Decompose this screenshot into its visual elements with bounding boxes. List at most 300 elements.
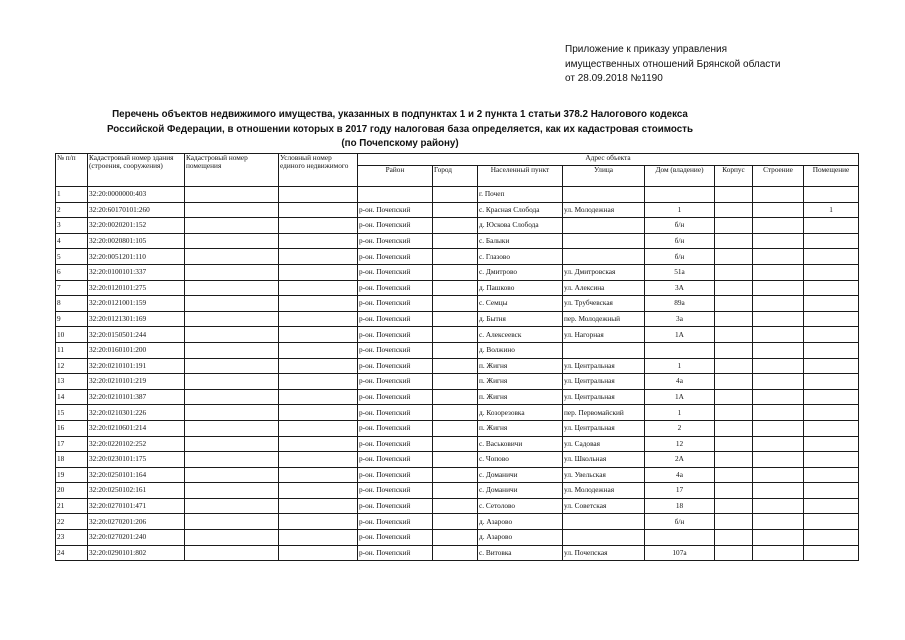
cell-structure bbox=[753, 358, 804, 374]
cell-building-cadastral: 32:20:0020201:152 bbox=[88, 218, 185, 234]
cell-street: ул. Почепская bbox=[563, 545, 645, 561]
cell-premises-cadastral bbox=[185, 249, 279, 265]
cell-city bbox=[433, 374, 478, 390]
cell-house: 1 bbox=[645, 358, 715, 374]
cell-num: 4 bbox=[56, 233, 88, 249]
cell-street bbox=[563, 218, 645, 234]
table-row bbox=[56, 405, 859, 421]
cell-city bbox=[433, 280, 478, 296]
cell-room bbox=[804, 280, 859, 296]
cell-premises-cadastral bbox=[185, 530, 279, 546]
cell-street: пер. Первомайский bbox=[563, 405, 645, 421]
cell-building bbox=[715, 498, 753, 514]
table-row bbox=[56, 249, 859, 265]
table-row bbox=[56, 187, 859, 203]
cell-district: р-он. Почепский bbox=[358, 514, 433, 530]
cell-num: 17 bbox=[56, 436, 88, 452]
cell-room bbox=[804, 264, 859, 280]
cell-settlement: с. Дмитрово bbox=[478, 264, 563, 280]
cell-structure bbox=[753, 420, 804, 436]
cell-settlement: д. Пашково bbox=[478, 280, 563, 296]
cell-premises-cadastral bbox=[185, 280, 279, 296]
cell-room bbox=[804, 249, 859, 265]
cell-building bbox=[715, 202, 753, 218]
cell-building bbox=[715, 342, 753, 358]
cell-num: 5 bbox=[56, 249, 88, 265]
cell-building-cadastral: 32:20:0290101:802 bbox=[88, 545, 185, 561]
cell-building bbox=[715, 420, 753, 436]
cell-premises-cadastral bbox=[185, 452, 279, 468]
cell-city bbox=[433, 530, 478, 546]
cell-district: р-он. Почепский bbox=[358, 218, 433, 234]
cell-structure bbox=[753, 498, 804, 514]
header-house: Дом (владение) bbox=[645, 166, 715, 187]
cell-room bbox=[804, 327, 859, 343]
cell-district: р-он. Почепский bbox=[358, 467, 433, 483]
cell-num: 19 bbox=[56, 467, 88, 483]
cell-settlement: д. Юскова Слобода bbox=[478, 218, 563, 234]
cell-num: 18 bbox=[56, 452, 88, 468]
cell-room bbox=[804, 514, 859, 530]
cell-building bbox=[715, 389, 753, 405]
cell-conditional-number bbox=[279, 249, 358, 265]
cell-structure bbox=[753, 530, 804, 546]
cell-room bbox=[804, 374, 859, 390]
cell-street bbox=[563, 530, 645, 546]
cell-conditional-number bbox=[279, 202, 358, 218]
cell-building bbox=[715, 436, 753, 452]
cell-building bbox=[715, 264, 753, 280]
cell-building bbox=[715, 374, 753, 390]
cell-settlement: д. Козорезовка bbox=[478, 405, 563, 421]
cell-district bbox=[358, 187, 433, 203]
cell-building-cadastral: 32:20:0270101:471 bbox=[88, 498, 185, 514]
cell-house bbox=[645, 342, 715, 358]
cell-conditional-number bbox=[279, 467, 358, 483]
cell-city bbox=[433, 264, 478, 280]
cell-building-cadastral: 32:20:0020801:105 bbox=[88, 233, 185, 249]
cell-building-cadastral: 32:20:0100101:337 bbox=[88, 264, 185, 280]
title-line-1: Перечень объектов недвижимого имущества, указанных в подпунктах 1 и 2 пункта 1 статьи 378.2 Налогового кодекса bbox=[112, 109, 688, 120]
cell-num: 22 bbox=[56, 514, 88, 530]
cell-premises-cadastral bbox=[185, 233, 279, 249]
property-table bbox=[55, 153, 859, 561]
cell-room bbox=[804, 405, 859, 421]
cell-num: 8 bbox=[56, 296, 88, 312]
cell-premises-cadastral bbox=[185, 436, 279, 452]
table-row bbox=[56, 311, 859, 327]
table-row bbox=[56, 514, 859, 530]
appendix-line-2: имущественных отношений Брянской области bbox=[565, 58, 781, 70]
cell-premises-cadastral bbox=[185, 483, 279, 499]
cell-conditional-number bbox=[279, 420, 358, 436]
cell-conditional-number bbox=[279, 389, 358, 405]
cell-conditional-number bbox=[279, 218, 358, 234]
cell-building bbox=[715, 467, 753, 483]
cell-room: 1 bbox=[804, 202, 859, 218]
cell-premises-cadastral bbox=[185, 311, 279, 327]
cell-settlement: п. Жигня bbox=[478, 358, 563, 374]
cell-street: ул. Центральная bbox=[563, 389, 645, 405]
cell-premises-cadastral bbox=[185, 358, 279, 374]
cell-building-cadastral: 32:20:0121001:159 bbox=[88, 296, 185, 312]
cell-num: 2 bbox=[56, 202, 88, 218]
cell-city bbox=[433, 483, 478, 499]
cell-structure bbox=[753, 342, 804, 358]
cell-structure bbox=[753, 233, 804, 249]
header-district: Район bbox=[358, 166, 433, 187]
cell-settlement: с. Витовка bbox=[478, 545, 563, 561]
cell-city bbox=[433, 311, 478, 327]
cell-district: р-он. Почепский bbox=[358, 202, 433, 218]
table-row bbox=[56, 374, 859, 390]
cell-district: р-он. Почепский bbox=[358, 264, 433, 280]
cell-house: 3а bbox=[645, 311, 715, 327]
appendix-header bbox=[565, 43, 885, 87]
cell-district: р-он. Почепский bbox=[358, 342, 433, 358]
table-row bbox=[56, 264, 859, 280]
cell-num: 23 bbox=[56, 530, 88, 546]
cell-settlement: с. Васьковичи bbox=[478, 436, 563, 452]
cell-settlement: с. Доманичи bbox=[478, 467, 563, 483]
cell-house: 51а bbox=[645, 264, 715, 280]
cell-building-cadastral: 32:20:0000000:403 bbox=[88, 187, 185, 203]
cell-structure bbox=[753, 374, 804, 390]
title-line-2: Российской Федерации, в отношении которых в 2017 году налоговая база определяется, как их кадастровая стоимость bbox=[107, 123, 693, 135]
cell-house: 1А bbox=[645, 327, 715, 343]
cell-street: ул. Центральная bbox=[563, 420, 645, 436]
header-settlement: Населенный пункт bbox=[478, 166, 563, 187]
cell-conditional-number bbox=[279, 498, 358, 514]
cell-structure bbox=[753, 280, 804, 296]
header-conditional-number: Условный номер единого недвижимого bbox=[279, 154, 358, 187]
cell-structure bbox=[753, 545, 804, 561]
cell-city bbox=[433, 342, 478, 358]
cell-num: 15 bbox=[56, 405, 88, 421]
cell-room bbox=[804, 187, 859, 203]
cell-house: 1 bbox=[645, 202, 715, 218]
cell-building bbox=[715, 311, 753, 327]
cell-district: р-он. Почепский bbox=[358, 296, 433, 312]
cell-premises-cadastral bbox=[185, 420, 279, 436]
cell-building bbox=[715, 530, 753, 546]
cell-structure bbox=[753, 249, 804, 265]
cell-structure bbox=[753, 514, 804, 530]
cell-building-cadastral: 32:20:0210101:387 bbox=[88, 389, 185, 405]
appendix-line-3: от 28.09.2018 №1190 bbox=[565, 73, 663, 84]
cell-conditional-number bbox=[279, 264, 358, 280]
cell-house: б/н bbox=[645, 218, 715, 234]
table-row bbox=[56, 530, 859, 546]
cell-building-cadastral: 32:20:0210301:226 bbox=[88, 405, 185, 421]
cell-house: 2 bbox=[645, 420, 715, 436]
cell-city bbox=[433, 467, 478, 483]
cell-settlement: п. Жигня bbox=[478, 389, 563, 405]
cell-building bbox=[715, 233, 753, 249]
cell-street: ул. Центральная bbox=[563, 358, 645, 374]
cell-city bbox=[433, 389, 478, 405]
cell-city bbox=[433, 358, 478, 374]
cell-settlement: п. Жигня bbox=[478, 374, 563, 390]
table-row bbox=[56, 327, 859, 343]
cell-city bbox=[433, 405, 478, 421]
cell-settlement: с. Доманичи bbox=[478, 483, 563, 499]
cell-building bbox=[715, 280, 753, 296]
cell-building bbox=[715, 358, 753, 374]
header-num: № п/п bbox=[56, 154, 88, 187]
cell-street bbox=[563, 233, 645, 249]
cell-settlement: г. Почеп bbox=[478, 187, 563, 203]
cell-settlement: с. Семцы bbox=[478, 296, 563, 312]
cell-conditional-number bbox=[279, 280, 358, 296]
cell-num: 10 bbox=[56, 327, 88, 343]
table-row bbox=[56, 452, 859, 468]
table-row bbox=[56, 296, 859, 312]
cell-city bbox=[433, 420, 478, 436]
cell-district: р-он. Почепский bbox=[358, 452, 433, 468]
cell-conditional-number bbox=[279, 405, 358, 421]
header-building: Корпус bbox=[715, 166, 753, 187]
cell-house: 3А bbox=[645, 280, 715, 296]
cell-structure bbox=[753, 202, 804, 218]
cell-room bbox=[804, 545, 859, 561]
cell-city bbox=[433, 436, 478, 452]
cell-street bbox=[563, 514, 645, 530]
header-city: Город bbox=[433, 166, 478, 187]
cell-premises-cadastral bbox=[185, 327, 279, 343]
cell-street: ул. Молодежная bbox=[563, 202, 645, 218]
title-line-3: (по Почепскому району) bbox=[341, 138, 459, 149]
cell-structure bbox=[753, 218, 804, 234]
cell-building-cadastral: 32:20:0220102:252 bbox=[88, 436, 185, 452]
cell-building-cadastral: 32:20:0120101:275 bbox=[88, 280, 185, 296]
cell-room bbox=[804, 342, 859, 358]
cell-building-cadastral: 32:20:0160101:200 bbox=[88, 342, 185, 358]
cell-street bbox=[563, 187, 645, 203]
table-row bbox=[56, 498, 859, 514]
cell-settlement: с. Чопово bbox=[478, 452, 563, 468]
cell-structure bbox=[753, 311, 804, 327]
cell-premises-cadastral bbox=[185, 296, 279, 312]
table-row bbox=[56, 358, 859, 374]
table-row bbox=[56, 420, 859, 436]
cell-room bbox=[804, 311, 859, 327]
cell-district: р-он. Почепский bbox=[358, 311, 433, 327]
cell-conditional-number bbox=[279, 374, 358, 390]
cell-building-cadastral: 32:20:0150501:244 bbox=[88, 327, 185, 343]
cell-conditional-number bbox=[279, 311, 358, 327]
cell-conditional-number bbox=[279, 296, 358, 312]
cell-city bbox=[433, 327, 478, 343]
cell-house: б/н bbox=[645, 514, 715, 530]
cell-street: пер. Молодежный bbox=[563, 311, 645, 327]
cell-street: ул. Алексина bbox=[563, 280, 645, 296]
cell-district: р-он. Почепский bbox=[358, 233, 433, 249]
table-row bbox=[56, 545, 859, 561]
cell-house: 107а bbox=[645, 545, 715, 561]
cell-structure bbox=[753, 483, 804, 499]
cell-house: 1А bbox=[645, 389, 715, 405]
cell-street: ул. Увельская bbox=[563, 467, 645, 483]
cell-settlement: с. Алексеевск bbox=[478, 327, 563, 343]
table-body bbox=[56, 187, 859, 561]
document-title bbox=[60, 108, 740, 152]
cell-city bbox=[433, 218, 478, 234]
cell-num: 6 bbox=[56, 264, 88, 280]
cell-city bbox=[433, 545, 478, 561]
cell-street: ул. Молодежная bbox=[563, 483, 645, 499]
cell-house bbox=[645, 530, 715, 546]
cell-building-cadastral: 32:20:0210101:191 bbox=[88, 358, 185, 374]
table-row bbox=[56, 389, 859, 405]
cell-building-cadastral: 32:20:0210601:214 bbox=[88, 420, 185, 436]
cell-building bbox=[715, 296, 753, 312]
cell-city bbox=[433, 498, 478, 514]
cell-room bbox=[804, 296, 859, 312]
cell-structure bbox=[753, 327, 804, 343]
cell-conditional-number bbox=[279, 233, 358, 249]
cell-num: 3 bbox=[56, 218, 88, 234]
cell-house: 89а bbox=[645, 296, 715, 312]
cell-building-cadastral: 32:20:0270201:206 bbox=[88, 514, 185, 530]
cell-premises-cadastral bbox=[185, 405, 279, 421]
cell-building-cadastral: 32:20:0230101:175 bbox=[88, 452, 185, 468]
cell-district: р-он. Почепский bbox=[358, 249, 433, 265]
cell-city bbox=[433, 296, 478, 312]
cell-building-cadastral: 32:20:0250101:164 bbox=[88, 467, 185, 483]
cell-room bbox=[804, 218, 859, 234]
cell-conditional-number bbox=[279, 187, 358, 203]
table-row bbox=[56, 342, 859, 358]
cell-house: б/н bbox=[645, 233, 715, 249]
cell-structure bbox=[753, 405, 804, 421]
header-building-cadastral: Кадастровый номер здания (строения, сооружения) bbox=[88, 154, 185, 187]
cell-premises-cadastral bbox=[185, 374, 279, 390]
cell-conditional-number bbox=[279, 342, 358, 358]
cell-structure bbox=[753, 187, 804, 203]
cell-house: 1 bbox=[645, 405, 715, 421]
cell-conditional-number bbox=[279, 358, 358, 374]
cell-conditional-number bbox=[279, 545, 358, 561]
cell-structure bbox=[753, 452, 804, 468]
cell-num: 7 bbox=[56, 280, 88, 296]
cell-num: 24 bbox=[56, 545, 88, 561]
cell-premises-cadastral bbox=[185, 514, 279, 530]
cell-district: р-он. Почепский bbox=[358, 374, 433, 390]
cell-room bbox=[804, 420, 859, 436]
cell-structure bbox=[753, 296, 804, 312]
cell-premises-cadastral bbox=[185, 389, 279, 405]
cell-building bbox=[715, 483, 753, 499]
table-row bbox=[56, 483, 859, 499]
cell-city bbox=[433, 514, 478, 530]
cell-premises-cadastral bbox=[185, 264, 279, 280]
cell-num: 9 bbox=[56, 311, 88, 327]
cell-settlement: с. Красная Слобода bbox=[478, 202, 563, 218]
cell-district: р-он. Почепский bbox=[358, 436, 433, 452]
cell-num: 1 bbox=[56, 187, 88, 203]
cell-room bbox=[804, 452, 859, 468]
cell-conditional-number bbox=[279, 483, 358, 499]
cell-district: р-он. Почепский bbox=[358, 483, 433, 499]
cell-district: р-он. Почепский bbox=[358, 530, 433, 546]
cell-room bbox=[804, 436, 859, 452]
cell-settlement: с. Балыки bbox=[478, 233, 563, 249]
cell-street: ул. Центральная bbox=[563, 374, 645, 390]
cell-conditional-number bbox=[279, 436, 358, 452]
cell-district: р-он. Почепский bbox=[358, 545, 433, 561]
cell-premises-cadastral bbox=[185, 202, 279, 218]
cell-num: 14 bbox=[56, 389, 88, 405]
cell-city bbox=[433, 249, 478, 265]
cell-settlement: д. Азарово bbox=[478, 530, 563, 546]
cell-premises-cadastral bbox=[185, 187, 279, 203]
cell-district: р-он. Почепский bbox=[358, 405, 433, 421]
cell-street: ул. Школьная bbox=[563, 452, 645, 468]
table-row bbox=[56, 436, 859, 452]
cell-street: ул. Садовая bbox=[563, 436, 645, 452]
cell-conditional-number bbox=[279, 452, 358, 468]
cell-street: ул. Дмитровская bbox=[563, 264, 645, 280]
cell-conditional-number bbox=[279, 514, 358, 530]
cell-city bbox=[433, 452, 478, 468]
cell-building bbox=[715, 187, 753, 203]
cell-district: р-он. Почепский bbox=[358, 280, 433, 296]
cell-house: 12 bbox=[645, 436, 715, 452]
cell-city bbox=[433, 202, 478, 218]
cell-district: р-он. Почепский bbox=[358, 420, 433, 436]
cell-room bbox=[804, 467, 859, 483]
table-row bbox=[56, 467, 859, 483]
cell-settlement: с. Сетолово bbox=[478, 498, 563, 514]
cell-room bbox=[804, 358, 859, 374]
cell-building bbox=[715, 249, 753, 265]
cell-structure bbox=[753, 467, 804, 483]
cell-city bbox=[433, 187, 478, 203]
cell-street: ул. Нагорная bbox=[563, 327, 645, 343]
cell-house: 4а bbox=[645, 467, 715, 483]
cell-district: р-он. Почепский bbox=[358, 358, 433, 374]
cell-house: 17 bbox=[645, 483, 715, 499]
header-street: Улица bbox=[563, 166, 645, 187]
cell-premises-cadastral bbox=[185, 467, 279, 483]
cell-room bbox=[804, 530, 859, 546]
cell-street bbox=[563, 342, 645, 358]
cell-num: 21 bbox=[56, 498, 88, 514]
cell-premises-cadastral bbox=[185, 545, 279, 561]
cell-building-cadastral: 32:20:60170101:260 bbox=[88, 202, 185, 218]
table-row bbox=[56, 280, 859, 296]
cell-settlement: д. Волжино bbox=[478, 342, 563, 358]
cell-building bbox=[715, 218, 753, 234]
cell-conditional-number bbox=[279, 327, 358, 343]
cell-premises-cadastral bbox=[185, 218, 279, 234]
cell-street bbox=[563, 249, 645, 265]
cell-street: ул. Трубчевская bbox=[563, 296, 645, 312]
cell-building bbox=[715, 514, 753, 530]
cell-house: 4а bbox=[645, 374, 715, 390]
cell-num: 11 bbox=[56, 342, 88, 358]
appendix-line-1: Приложение к приказу управления bbox=[565, 44, 727, 55]
cell-building bbox=[715, 327, 753, 343]
cell-num: 20 bbox=[56, 483, 88, 499]
cell-structure bbox=[753, 389, 804, 405]
table-row bbox=[56, 202, 859, 218]
cell-house bbox=[645, 187, 715, 203]
cell-settlement: д. Азарово bbox=[478, 514, 563, 530]
cell-room bbox=[804, 233, 859, 249]
cell-num: 13 bbox=[56, 374, 88, 390]
